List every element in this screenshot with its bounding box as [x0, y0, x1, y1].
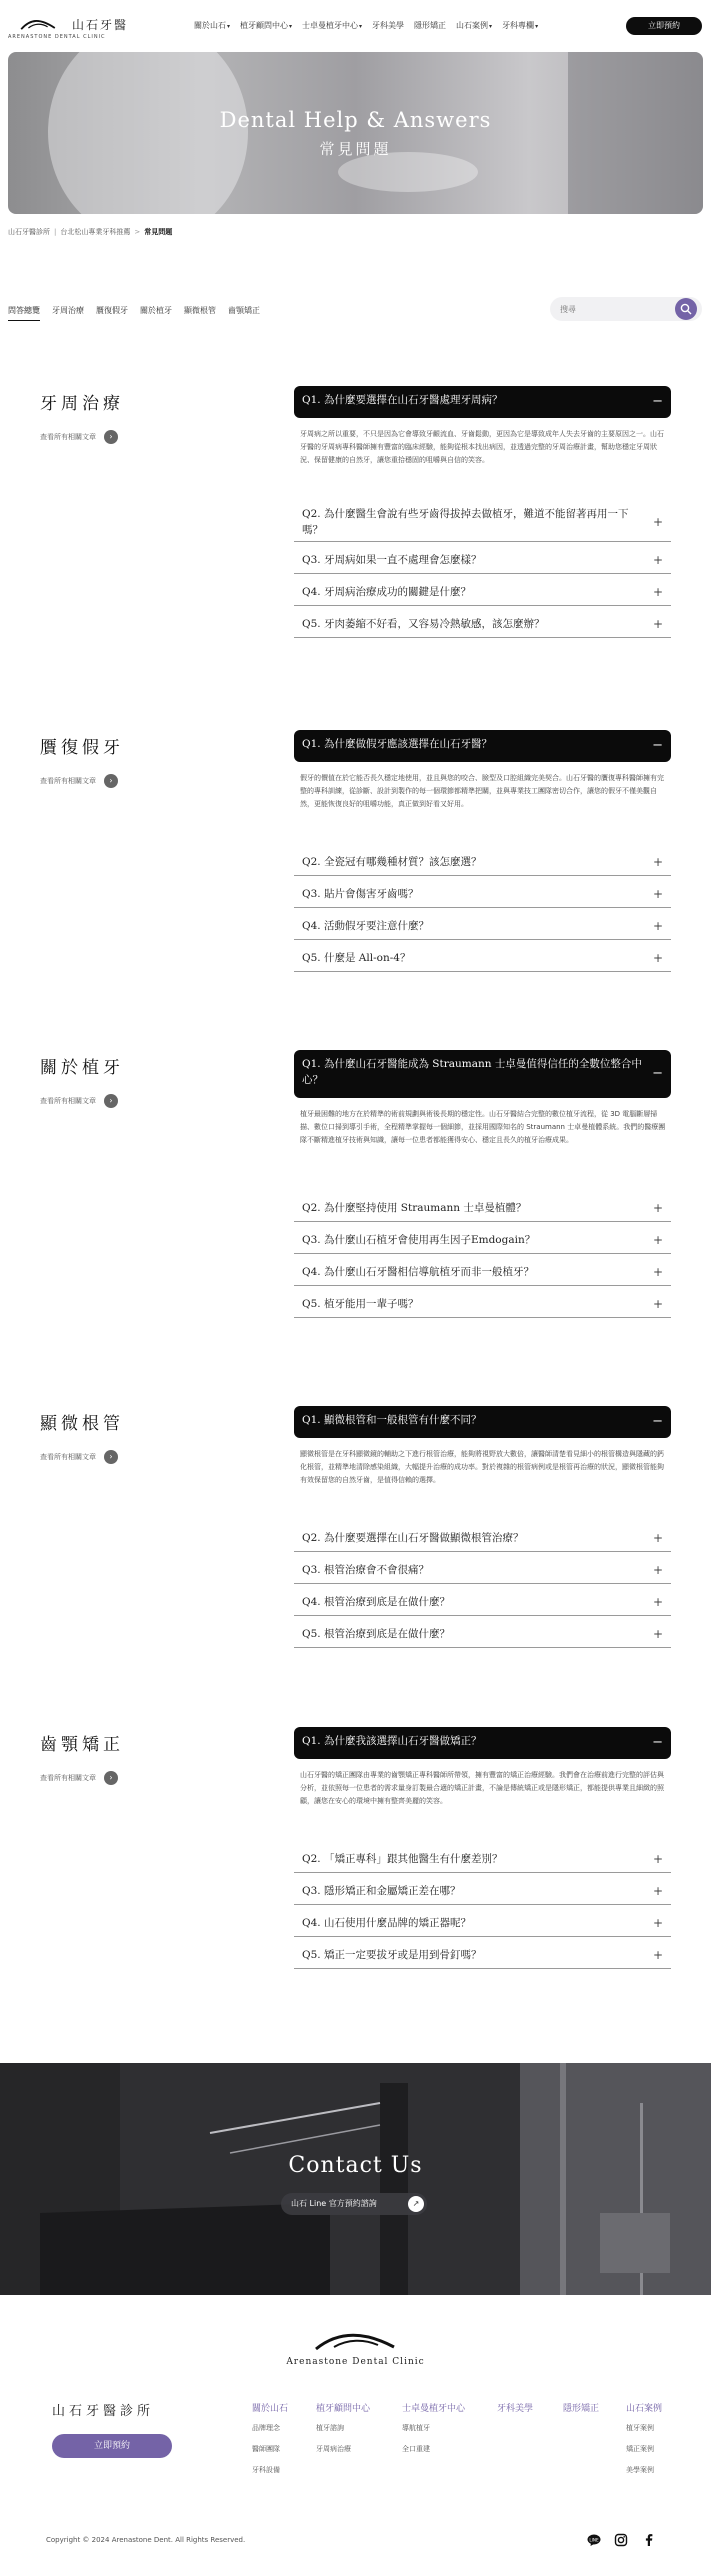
section-title: 牙周治療 [40, 394, 124, 414]
expand-icon: + [652, 1883, 663, 1898]
expand-icon: + [652, 918, 663, 933]
faq-question-text: Q2. 全瓷冠有哪幾種材質？該怎麼選？ [302, 855, 482, 868]
expand-icon: + [652, 1232, 663, 1247]
instagram-icon[interactable] [614, 2533, 628, 2547]
nav-item[interactable] [414, 20, 446, 34]
view-all-articles-label: 查看所有相關文章 [40, 433, 96, 441]
view-all-articles-label: 查看所有相關文章 [40, 1097, 96, 1105]
faq-question-text: Q4. 為什麼山石牙醫相信導航植牙而非一般植牙？ [302, 1265, 534, 1278]
svg-text:LINE: LINE [589, 2537, 599, 2543]
clinic-interior-image [0, 2063, 711, 2295]
collapse-icon: − [652, 1735, 663, 1750]
chevron-down-icon: ▾ [359, 23, 363, 30]
expand-icon: + [652, 886, 663, 901]
hero-subtitle: 常見問題 [319, 140, 392, 158]
footer-book-button[interactable]: 立即預約 [52, 2434, 172, 2458]
main-nav [194, 20, 548, 34]
footer-column-heading[interactable]: 隱形矯正 [563, 2404, 600, 2414]
brand-logo[interactable] [8, 14, 129, 40]
search-button[interactable] [675, 298, 697, 320]
faq-question[interactable] [294, 610, 671, 638]
collapse-icon: − [652, 738, 663, 753]
faq-question[interactable] [294, 1877, 671, 1905]
faq-question-text: Q5. 什麼是 All-on-4？ [302, 951, 411, 964]
arrow-right-icon: › [104, 430, 118, 444]
chevron-down-icon: ▾ [227, 23, 231, 30]
faq-question-text: Q3. 牙周病如果一直不處理會怎麼樣？ [302, 553, 482, 566]
footer-column [402, 2401, 465, 2465]
expand-icon: + [652, 514, 663, 529]
expand-icon: + [652, 950, 663, 965]
footer-column [497, 2401, 533, 2423]
faq-question-text: Q5. 根管治療到底是在做什麼？ [302, 1627, 450, 1640]
search-input[interactable] [560, 302, 670, 316]
faq-question-text: Q2. 為什麼堅持使用 Straumann 士卓曼植體？ [302, 1201, 527, 1214]
nav-item-label: 士卓曼植牙中心 [302, 21, 359, 30]
hero-banner [8, 52, 703, 214]
expand-icon: + [652, 1200, 663, 1215]
faq-tab[interactable]: 關於植牙 [140, 306, 172, 315]
hero-image-highlight [48, 52, 248, 214]
footer-column-heading[interactable]: 牙科美學 [497, 2404, 534, 2414]
faq-question-text: Q3. 根管治療會不會很痛？ [302, 1563, 429, 1576]
footer-column-heading[interactable]: 山石案例 [626, 2404, 663, 2414]
site-header [0, 0, 711, 52]
nav-item[interactable] [194, 20, 230, 34]
expand-icon: + [652, 1851, 663, 1866]
line-booking-button[interactable] [281, 2193, 427, 2215]
footer-column-heading[interactable]: 士卓曼植牙中心 [402, 2404, 466, 2414]
breadcrumb-category[interactable]: 台北松山專業牙科推薦 [60, 228, 131, 236]
faq-question[interactable] [294, 1845, 671, 1873]
faq-tabs [8, 305, 272, 321]
faq-question-text: Q1. 顯微根管和一般根管有什麼不同？ [302, 1414, 482, 1426]
view-all-articles-link[interactable] [40, 774, 118, 788]
faq-question-text: Q3. 隱形矯正和金屬矯正差在哪？ [302, 1884, 461, 1897]
footer-link[interactable]: 全口重建 [402, 2445, 430, 2453]
faq-question[interactable] [294, 1588, 671, 1616]
faq-answer: 山石牙醫的矯正團隊由專業的齒顎矯正專科醫師所帶領，擁有豐富的矯正治療經驗。我們會在治療前進行完整的評估與分析，並依照每一位患者的需求量身訂製最合適的矯正計畫，不論是傳統矯正或是隱形矯正，都能提供專業且細緻的照顧，讓您在安心的環境中擁有整齊美麗的笑容。 [300, 1771, 664, 1805]
nav-item[interactable] [302, 20, 362, 34]
footer-link[interactable]: 矯正案例 [626, 2445, 654, 2453]
footer-link[interactable]: 美學案例 [626, 2466, 654, 2474]
expand-icon: + [652, 1264, 663, 1279]
footer-clinic-name: 山石牙醫診所 [52, 2404, 155, 2419]
nav-item[interactable] [502, 20, 538, 34]
brand-name-en: ARENASTONE DENTAL CLINIC [8, 34, 106, 40]
faq-question-text: Q3. 貼片會傷害牙齒嗎？ [302, 887, 419, 900]
collapse-icon: − [652, 1414, 663, 1429]
nav-item-label: 山石案例 [456, 21, 489, 30]
breadcrumb-home[interactable]: 山石牙醫診所 [8, 228, 50, 236]
expand-icon: + [652, 1915, 663, 1930]
collapse-icon: − [652, 1066, 663, 1081]
faq-answer: 假牙的價值在於它能否長久穩定地使用，並且與您的咬合、臉型及口腔組織完美契合。山石牙醫的贋復專科醫師擁有完整的專科訓練，從診斷、設計到製作的每一個環節都精準把關，並與專業技工團隊密切合作，讓您的假牙不僅美觀自然，更能恢復良好的咀嚼功能，真正做到好看又好用。 [300, 774, 664, 808]
breadcrumb-current: 常見問題 [144, 228, 173, 236]
collapse-icon: − [652, 394, 663, 409]
faq-question[interactable] [294, 1556, 671, 1584]
view-all-articles-link[interactable] [40, 430, 118, 444]
line-icon[interactable] [587, 2533, 601, 2547]
expand-icon: + [652, 1296, 663, 1311]
expand-icon: + [652, 584, 663, 599]
arrow-right-icon: › [104, 1450, 118, 1464]
footer-link[interactable]: 植牙諮詢 [316, 2424, 344, 2432]
expand-icon: + [652, 1530, 663, 1545]
faq-question-open[interactable] [294, 1406, 671, 1438]
faq-answer: 牙周病之所以重要，不只是因為它會導致牙齦流血、牙齒鬆動，更因為它是導致成年人失去牙齒的主要原因之一。山石牙醫的牙周病專科醫師擁有豐富的臨床經驗，能夠從根本找出病因，並透過完整的牙周治療計畫，幫助您穩定牙周狀況、保留健康的自然牙，讓您重拾穩固的咀嚼與自信的笑容。 [300, 430, 664, 464]
faq-question[interactable] [294, 1290, 671, 1318]
faq-question-text: Q1. 為什麼山石牙醫能成為 Straumann 士卓曼值得信任的全數位整合中心？ [302, 1058, 642, 1086]
nav-item-label: 牙科專欄 [502, 21, 535, 30]
logo-mark-icon [8, 16, 68, 34]
arrow-right-icon: › [104, 774, 118, 788]
contact-banner [0, 2063, 711, 2295]
faq-question-text: Q2. 為什麼醫生會說有些牙齒得拔掉去做植牙，難道不能留著再用一下嗎？ [302, 507, 629, 536]
nav-item[interactable] [456, 20, 492, 34]
faq-answer: 顯微根管是在牙科顯微鏡的輔助之下進行根管治療，能夠將視野放大數倍，讓醫師清楚看見細小的根管構造與隱藏的鈣化根管，並精準地清除感染組織，大幅提升治療的成功率。對於複雜的根管病例或是根管再治療的狀況，顯微根管能夠有效保留您的自然牙齒，是值得信賴的選擇。 [300, 1450, 664, 1484]
faq-question-text: Q5. 矯正一定要拔牙或是用到骨釘嗎？ [302, 1948, 482, 1961]
faq-tab[interactable]: 問答總覽 [8, 305, 40, 321]
faq-tab[interactable]: 齒顎矯正 [228, 306, 260, 315]
section-title: 贋復假牙 [40, 738, 124, 758]
footer-column [563, 2401, 599, 2423]
hero-title: Dental Help & Answers [219, 108, 492, 132]
chevron-down-icon: ▾ [289, 23, 293, 30]
chevron-down-icon: ▾ [535, 23, 539, 30]
section-title: 顯微根管 [40, 1414, 124, 1434]
faq-tab[interactable]: 牙周治療 [52, 306, 84, 315]
footer-column [252, 2401, 288, 2486]
faq-tab[interactable]: 贋復假牙 [96, 306, 128, 315]
faq-question[interactable] [294, 1941, 671, 1969]
view-all-articles-link[interactable] [40, 1450, 118, 1464]
view-all-articles-label: 查看所有相關文章 [40, 1453, 96, 1461]
faq-question[interactable] [294, 848, 671, 876]
expand-icon: + [652, 1626, 663, 1641]
footer-link[interactable]: 醫師團隊 [252, 2445, 280, 2453]
faq-question[interactable] [294, 1226, 671, 1254]
nav-item-label: 隱形矯正 [414, 21, 447, 30]
brand-name: 山石牙醫 [72, 18, 129, 32]
faq-question-text: Q4. 活動假牙要注意什麼？ [302, 919, 429, 932]
section-title: 齒顎矯正 [40, 1735, 124, 1755]
faq-question-text: Q4. 根管治療到底是在做什麼？ [302, 1595, 450, 1608]
faq-question[interactable] [294, 546, 671, 574]
faq-question-text: Q3. 為什麼山石植牙會使用再生因子Emdogain？ [302, 1233, 536, 1246]
chevron-down-icon: ▾ [489, 23, 493, 30]
nav-item[interactable] [372, 20, 404, 34]
faq-question-open[interactable] [294, 386, 671, 418]
faq-question-text: Q1. 為什麼要選擇在山石牙醫處理牙周病？ [302, 394, 503, 406]
faq-tab[interactable]: 顯微根管 [184, 306, 216, 315]
faq-question-text: Q2. 「矯正專科」跟其他醫生有什麼差別？ [302, 1852, 503, 1865]
footer-link[interactable]: 品牌理念 [252, 2424, 280, 2432]
faq-question-text: Q4. 牙周病治療成功的關鍵是什麼？ [302, 585, 471, 598]
faq-question[interactable] [294, 1194, 671, 1222]
faq-question-text: Q5. 牙肉萎縮不好看，又容易冷熱敏感，該怎麼辦？ [302, 617, 545, 630]
expand-icon: + [652, 552, 663, 567]
faq-question[interactable] [294, 1524, 671, 1552]
section-title: 關於植牙 [40, 1058, 124, 1078]
expand-icon: + [652, 1947, 663, 1962]
breadcrumb: 山石牙醫診所 | 台北松山專業牙科推薦 > 常見問題 [8, 228, 173, 236]
expand-icon: + [652, 1594, 663, 1609]
faq-question[interactable] [294, 1258, 671, 1286]
facebook-icon[interactable] [642, 2533, 656, 2547]
footer-link[interactable]: 牙科設備 [252, 2466, 280, 2474]
search-icon [680, 303, 692, 315]
expand-icon: + [652, 616, 663, 631]
view-all-articles-link[interactable] [40, 1094, 118, 1108]
view-all-articles-link[interactable] [40, 1771, 118, 1785]
nav-item-label: 植牙顧問中心 [240, 21, 289, 30]
footer-column [626, 2401, 662, 2486]
expand-icon: + [652, 854, 663, 869]
faq-question[interactable] [294, 912, 671, 940]
faq-question[interactable] [294, 1909, 671, 1937]
footer-logo-mark-icon [314, 2329, 396, 2355]
faq-answer: 植牙最困難的地方在於精準的術前規劃與術後長期的穩定性。山石牙醫結合完整的數位植牙流程，從 3D 電腦斷層掃描、數位口掃到導引手術，全程精準掌握每一個細節，並採用國際知名的 Straumann 士卓曼植體系統。我們的醫療團隊不斷精進植牙技術與知識，讓每一位患者都能獲得安心、穩定且長久的植牙治療成果。 [300, 1110, 666, 1144]
nav-item-label: 關於山石 [194, 21, 226, 30]
contact-title: Contact Us [288, 2153, 423, 2178]
faq-question-open[interactable] [294, 1050, 671, 1098]
faq-question[interactable] [294, 578, 671, 606]
faq-question-text: Q5. 植牙能用一輩子嗎？ [302, 1297, 419, 1310]
hero-image-shadow [568, 52, 703, 214]
arrow-right-icon: › [104, 1094, 118, 1108]
line-booking-label: 山石 Line 官方預約諮詢 [291, 2199, 377, 2208]
view-all-articles-label: 查看所有相關文章 [40, 1774, 96, 1782]
faq-question-open[interactable] [294, 730, 671, 762]
faq-question[interactable] [294, 502, 671, 542]
search-box [550, 297, 702, 321]
faq-question-open[interactable] [294, 1727, 671, 1759]
book-now-button[interactable]: 立即預約 [626, 17, 702, 35]
arrow-right-icon: › [104, 1771, 118, 1785]
faq-question[interactable] [294, 944, 671, 972]
footer-column-heading[interactable]: 植牙顧問中心 [316, 2404, 371, 2414]
footer-link[interactable]: 植牙案例 [626, 2424, 654, 2432]
faq-question[interactable] [294, 880, 671, 908]
footer-logo-text: Arenastone Dental Clinic [286, 2357, 425, 2367]
copyright: Copyright © 2024 Arenastone Dent. All Rights Reserved. [46, 2536, 246, 2544]
faq-question-text: Q4. 山石使用什麼品牌的矯正器呢？ [302, 1916, 471, 1929]
footer-link[interactable]: 導航植牙 [402, 2424, 430, 2432]
footer-column [316, 2401, 370, 2465]
footer-link[interactable]: 牙周病治療 [316, 2445, 351, 2453]
faq-question-text: Q1. 為什麼我該選擇山石牙醫做矯正？ [302, 1735, 482, 1747]
arrow-up-right-icon: ↗ [408, 2196, 424, 2212]
expand-icon: + [652, 1562, 663, 1577]
faq-question-text: Q2. 為什麼要選擇在山石牙醫做顯微根管治療？ [302, 1531, 524, 1544]
faq-question-text: Q1. 為什麼做假牙應該選擇在山石牙醫？ [302, 738, 492, 750]
faq-question[interactable] [294, 1620, 671, 1648]
view-all-articles-label: 查看所有相關文章 [40, 777, 96, 785]
nav-item-label: 牙科美學 [372, 21, 405, 30]
footer-column-heading[interactable]: 關於山石 [252, 2404, 289, 2414]
nav-item[interactable] [240, 20, 292, 34]
